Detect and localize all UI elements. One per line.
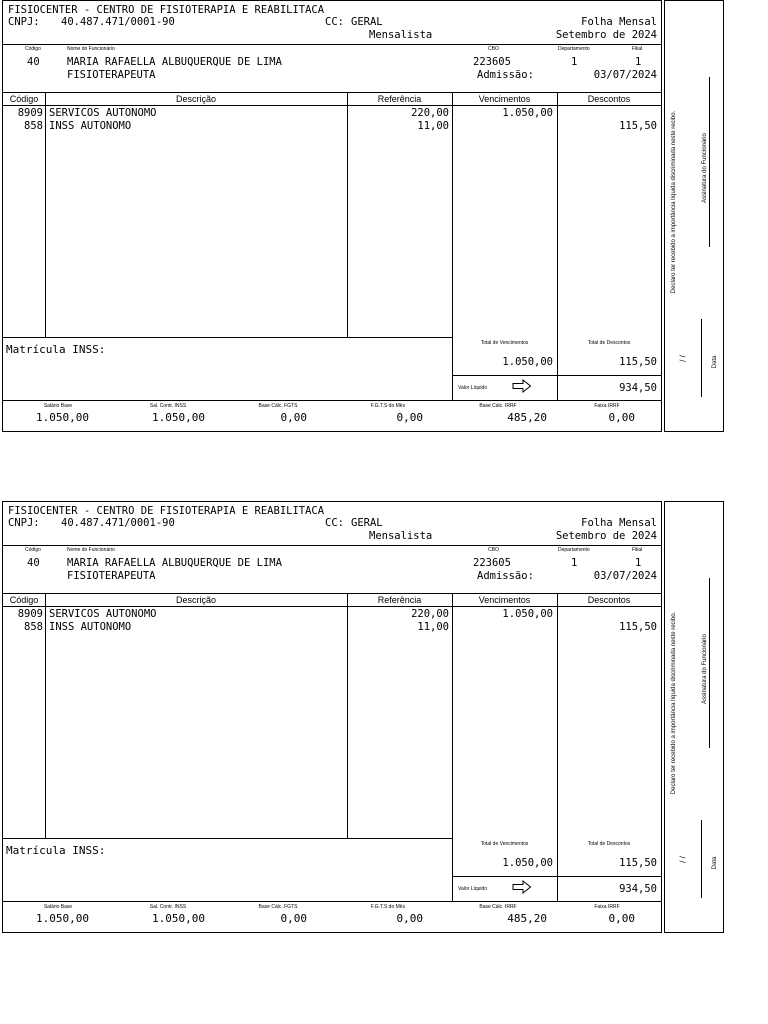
cnpj-label: CNPJ: (8, 517, 40, 529)
filial-label: Filial (632, 46, 643, 52)
employee-name: MARIA RAFAELLA ALBUQUERQUE DE LIMA (67, 557, 282, 569)
employee-cbo: 223605 (473, 557, 511, 569)
base-value: 1.050,00 (36, 912, 89, 925)
th-referencia: Referência (377, 595, 422, 605)
declaration-text: Declaro ter recebido a importância líquida discriminada neste recibo. (671, 110, 677, 294)
th-codigo: Código (9, 94, 39, 104)
total-descontos-label: Total de Descontos (587, 841, 631, 847)
cc-value: GERAL (351, 517, 383, 529)
arrow-right-icon (512, 880, 532, 894)
pay-period: Setembro de 2024 (555, 530, 657, 542)
arrow-right-icon (512, 379, 532, 393)
table-row-descricao: INSS AUTONOMO (49, 621, 132, 633)
valor-liquido: 934,50 (619, 883, 657, 895)
declaration-text: Declaro ter recebido a importância líquida discriminada neste recibo. (671, 611, 677, 795)
table-row-codigo: 858 (24, 120, 43, 132)
table-row-referencia: 11,00 (417, 120, 449, 132)
base-label: Sal. Contr. INSS (149, 904, 187, 910)
table-row-referencia: 11,00 (417, 621, 449, 633)
total-descontos: 115,50 (619, 857, 657, 869)
base-label: Base Cálc. FGTS (258, 403, 298, 409)
total-vencimentos-label: Total de Vencimentos (480, 340, 529, 346)
company-name: FISIOCENTER - CENTRO DE FISIOTERAPIA E REABILITACA (8, 4, 325, 16)
cbo-label: CBO (488, 46, 499, 52)
base-value: 0,00 (396, 912, 423, 925)
nome-label: Nome do Funcionário (67, 547, 115, 553)
base-value: 0,00 (280, 411, 307, 424)
date-slashes: / / (678, 355, 688, 362)
doc-type: Folha Mensal (581, 517, 657, 529)
table-row-descricao: INSS AUTONOMO (49, 120, 132, 132)
signature-label: Assinatura do Funcionário (702, 634, 708, 704)
th-codigo: Código (9, 595, 39, 605)
matricula-label: Matrícula INSS: (6, 343, 106, 356)
th-vencimentos: Vencimentos (478, 595, 531, 605)
signature-label: Assinatura do Funcionário (702, 133, 708, 203)
base-label: Salário Base (43, 904, 73, 910)
base-value: 0,00 (280, 912, 307, 925)
base-label: F.G.T.S do Mês (370, 904, 406, 910)
payslip-1 (0, 0, 768, 432)
admission-date: 03/07/2024 (593, 69, 657, 81)
employee-code: 40 (27, 56, 40, 68)
employee-name: MARIA RAFAELLA ALBUQUERQUE DE LIMA (67, 56, 282, 68)
employee-category: Mensalista (369, 29, 433, 41)
company-name: FISIOCENTER - CENTRO DE FISIOTERAPIA E REABILITACA (8, 505, 325, 517)
th-descontos: Descontos (587, 595, 631, 605)
base-label: Base Cálc. IRRF (479, 904, 517, 910)
total-descontos: 115,50 (619, 356, 657, 368)
departamento-label: Departamento (558, 547, 590, 553)
valor-liquido-label: Valor Líquido (458, 886, 488, 892)
admission-label: Admissão: (477, 570, 534, 582)
codigo-label: Código (25, 46, 41, 52)
table-row-codigo: 858 (24, 621, 43, 633)
employee-cbo: 223605 (473, 56, 511, 68)
base-value: 1.050,00 (152, 411, 205, 424)
base-value: 0,00 (608, 411, 635, 424)
employee-code: 40 (27, 557, 40, 569)
th-vencimentos: Vencimentos (478, 94, 531, 104)
receipt-stub (664, 501, 724, 933)
th-referencia: Referência (377, 94, 422, 104)
admission-label: Admissão: (477, 69, 534, 81)
employee-branch: 1 (635, 557, 642, 569)
base-label: F.G.T.S do Mês (370, 403, 406, 409)
table-row-referencia: 220,00 (411, 107, 449, 119)
payslip-2 (0, 501, 768, 933)
total-vencimentos: 1.050,00 (502, 857, 553, 869)
base-label: Base Cálc. IRRF (479, 403, 517, 409)
base-label: Salário Base (43, 403, 73, 409)
table-row-descontos: 115,50 (619, 120, 657, 132)
receipt-stub (664, 0, 724, 432)
th-descontos: Descontos (587, 94, 631, 104)
matricula-label: Matrícula INSS: (6, 844, 106, 857)
pay-period: Setembro de 2024 (555, 29, 657, 41)
base-label: Base Cálc. FGTS (258, 904, 298, 910)
total-vencimentos: 1.050,00 (502, 356, 553, 368)
table-row-vencimentos: 1.050,00 (502, 608, 553, 620)
table-row-codigo: 8909 (17, 107, 43, 119)
admission-date: 03/07/2024 (593, 570, 657, 582)
table-row-vencimentos: 1.050,00 (502, 107, 553, 119)
base-value: 485,20 (507, 411, 547, 424)
table-row-descricao: SERVICOS AUTONOMO (49, 107, 157, 119)
base-label: Faixa IRRF (594, 904, 620, 910)
codigo-label: Código (25, 547, 41, 553)
employee-department: 1 (571, 557, 578, 569)
filial-label: Filial (632, 547, 643, 553)
date-slashes: / / (678, 856, 688, 863)
nome-label: Nome do Funcionário (67, 46, 115, 52)
base-value: 1.050,00 (36, 411, 89, 424)
base-label: Sal. Contr. INSS (149, 403, 187, 409)
th-descricao: Descrição (175, 94, 216, 104)
employee-category: Mensalista (369, 530, 433, 542)
table-row-codigo: 8909 (17, 608, 43, 620)
employee-role: FISIOTERAPEUTA (67, 69, 156, 81)
employee-branch: 1 (635, 56, 642, 68)
doc-type: Folha Mensal (581, 16, 657, 28)
cnpj-label: CNPJ: (8, 16, 40, 28)
date-label: Data (712, 355, 718, 369)
table-row-referencia: 220,00 (411, 608, 449, 620)
cnpj-value: 40.487.471/0001-90 (61, 517, 175, 529)
total-descontos-label: Total de Descontos (587, 340, 631, 346)
th-descricao: Descrição (175, 595, 216, 605)
departamento-label: Departamento (558, 46, 590, 52)
date-label: Data (712, 856, 718, 870)
base-value: 0,00 (608, 912, 635, 925)
cc-value: GERAL (351, 16, 383, 28)
valor-liquido-label: Valor Líquido (458, 385, 488, 391)
cnpj-value: 40.487.471/0001-90 (61, 16, 175, 28)
base-value: 485,20 (507, 912, 547, 925)
cc-label: CC: (325, 517, 344, 529)
base-value: 1.050,00 (152, 912, 205, 925)
payslip-main-box (2, 0, 662, 432)
valor-liquido: 934,50 (619, 382, 657, 394)
payslip-main-box (2, 501, 662, 933)
table-row-descricao: SERVICOS AUTONOMO (49, 608, 157, 620)
cbo-label: CBO (488, 547, 499, 553)
table-row-descontos: 115,50 (619, 621, 657, 633)
employee-department: 1 (571, 56, 578, 68)
employee-role: FISIOTERAPEUTA (67, 570, 156, 582)
base-label: Faixa IRRF (594, 403, 620, 409)
base-value: 0,00 (396, 411, 423, 424)
cc-label: CC: (325, 16, 344, 28)
total-vencimentos-label: Total de Vencimentos (480, 841, 529, 847)
